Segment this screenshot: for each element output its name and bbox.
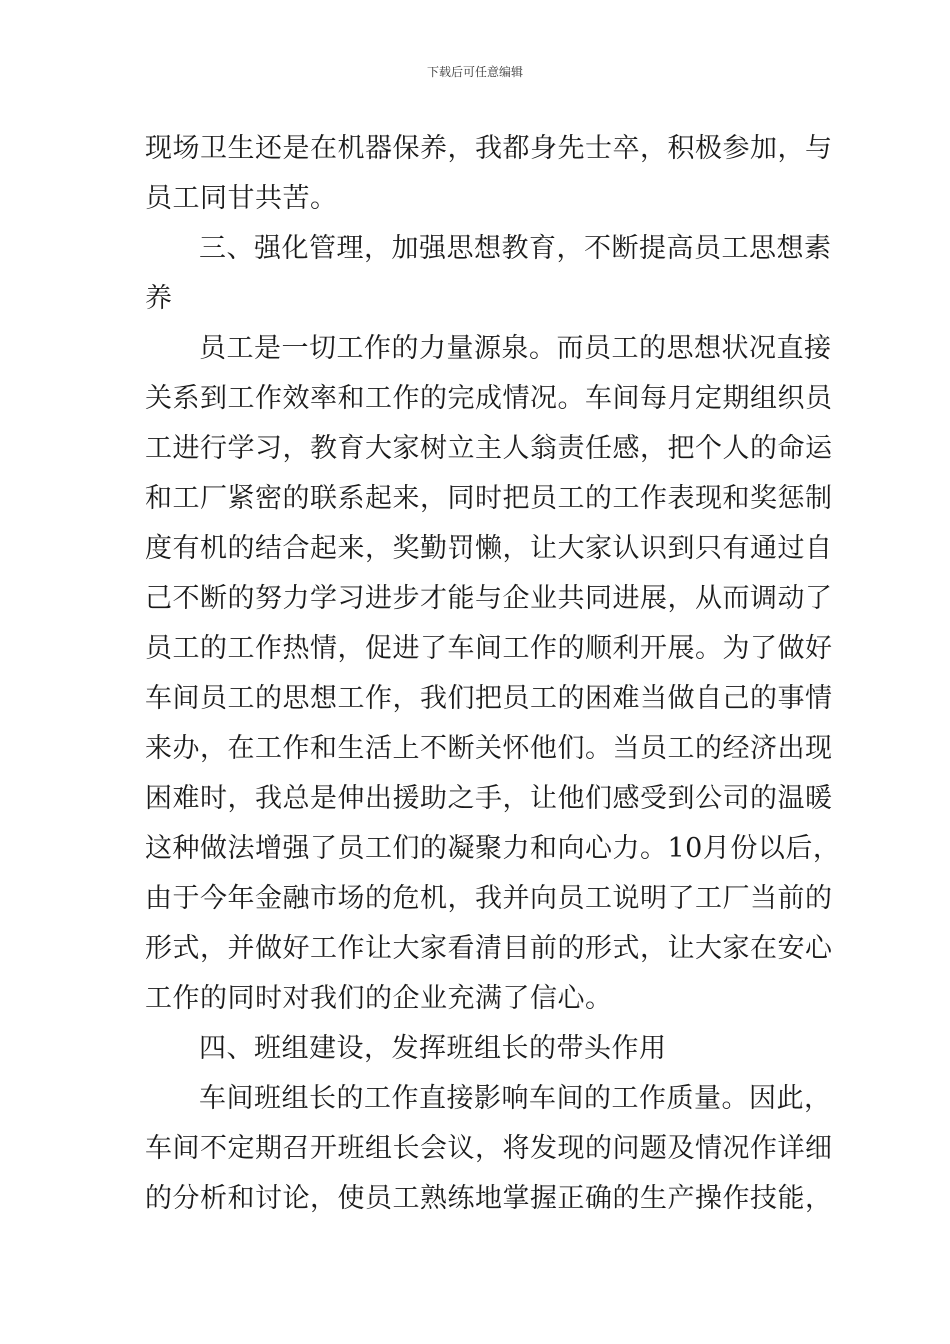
text-line: 形式，并做好工作让大家看清目前的形式，让大家在安心: [145, 933, 833, 964]
text-line: 和工厂紧密的联系起来，同时把员工的工作表现和奖惩制: [145, 483, 833, 514]
text-line: 来办，在工作和生活上不断关怀他们。当员工的经济出现: [145, 733, 833, 764]
text-line: 车间不定期召开班组长会议，将发现的问题及情况作详细: [145, 1133, 833, 1164]
header-note: 下载后可任意编辑: [426, 65, 523, 79]
text-line: 关系到工作效率和工作的完成情况。车间每月定期组织员: [145, 383, 833, 414]
text-line: 由于今年金融市场的危机，我并向员工说明了工厂当前的: [145, 883, 833, 914]
section-heading: 三、强化管理，加强思想教育，不断提高员工思想素: [199, 233, 832, 264]
text-line: 员工的工作热情，促进了车间工作的顺利开展。为了做好: [145, 633, 833, 664]
text-line: 员工同甘共苦。: [145, 183, 338, 214]
text-line: 度有机的结合起来，奖勤罚懒，让大家认识到只有通过自: [145, 533, 833, 564]
text-line: 的分析和讨论，使员工熟练地掌握正确的生产操作技能，: [145, 1183, 833, 1214]
text-line: 困难时，我总是伸出援助之手，让他们感受到公司的温暖: [145, 783, 833, 814]
text-line: 现场卫生还是在机器保养，我都身先士卒，积极参加，与: [145, 133, 833, 164]
text-line: 己不断的努力学习进步才能与企业共同进展，从而调动了: [145, 583, 833, 614]
text-line: 车间员工的思想工作，我们把员工的困难当做自己的事情: [145, 683, 833, 714]
text-line: 员工是一切工作的力量源泉。而员工的思想状况直接: [199, 333, 832, 364]
text-line: 工进行学习，教育大家树立主人翁责任感，把个人的命运: [145, 433, 833, 464]
text-line: 这种做法增强了员工们的凝聚力和向心力。10月份以后，: [145, 833, 841, 864]
section-heading: 四、班组建设，发挥班组长的带头作用: [199, 1033, 667, 1064]
section-heading-continued: 养: [145, 283, 173, 314]
text-line: 车间班组长的工作直接影响车间的工作质量。因此，: [199, 1083, 832, 1114]
text-line: 工作的同时对我们的企业充满了信心。: [145, 983, 613, 1014]
